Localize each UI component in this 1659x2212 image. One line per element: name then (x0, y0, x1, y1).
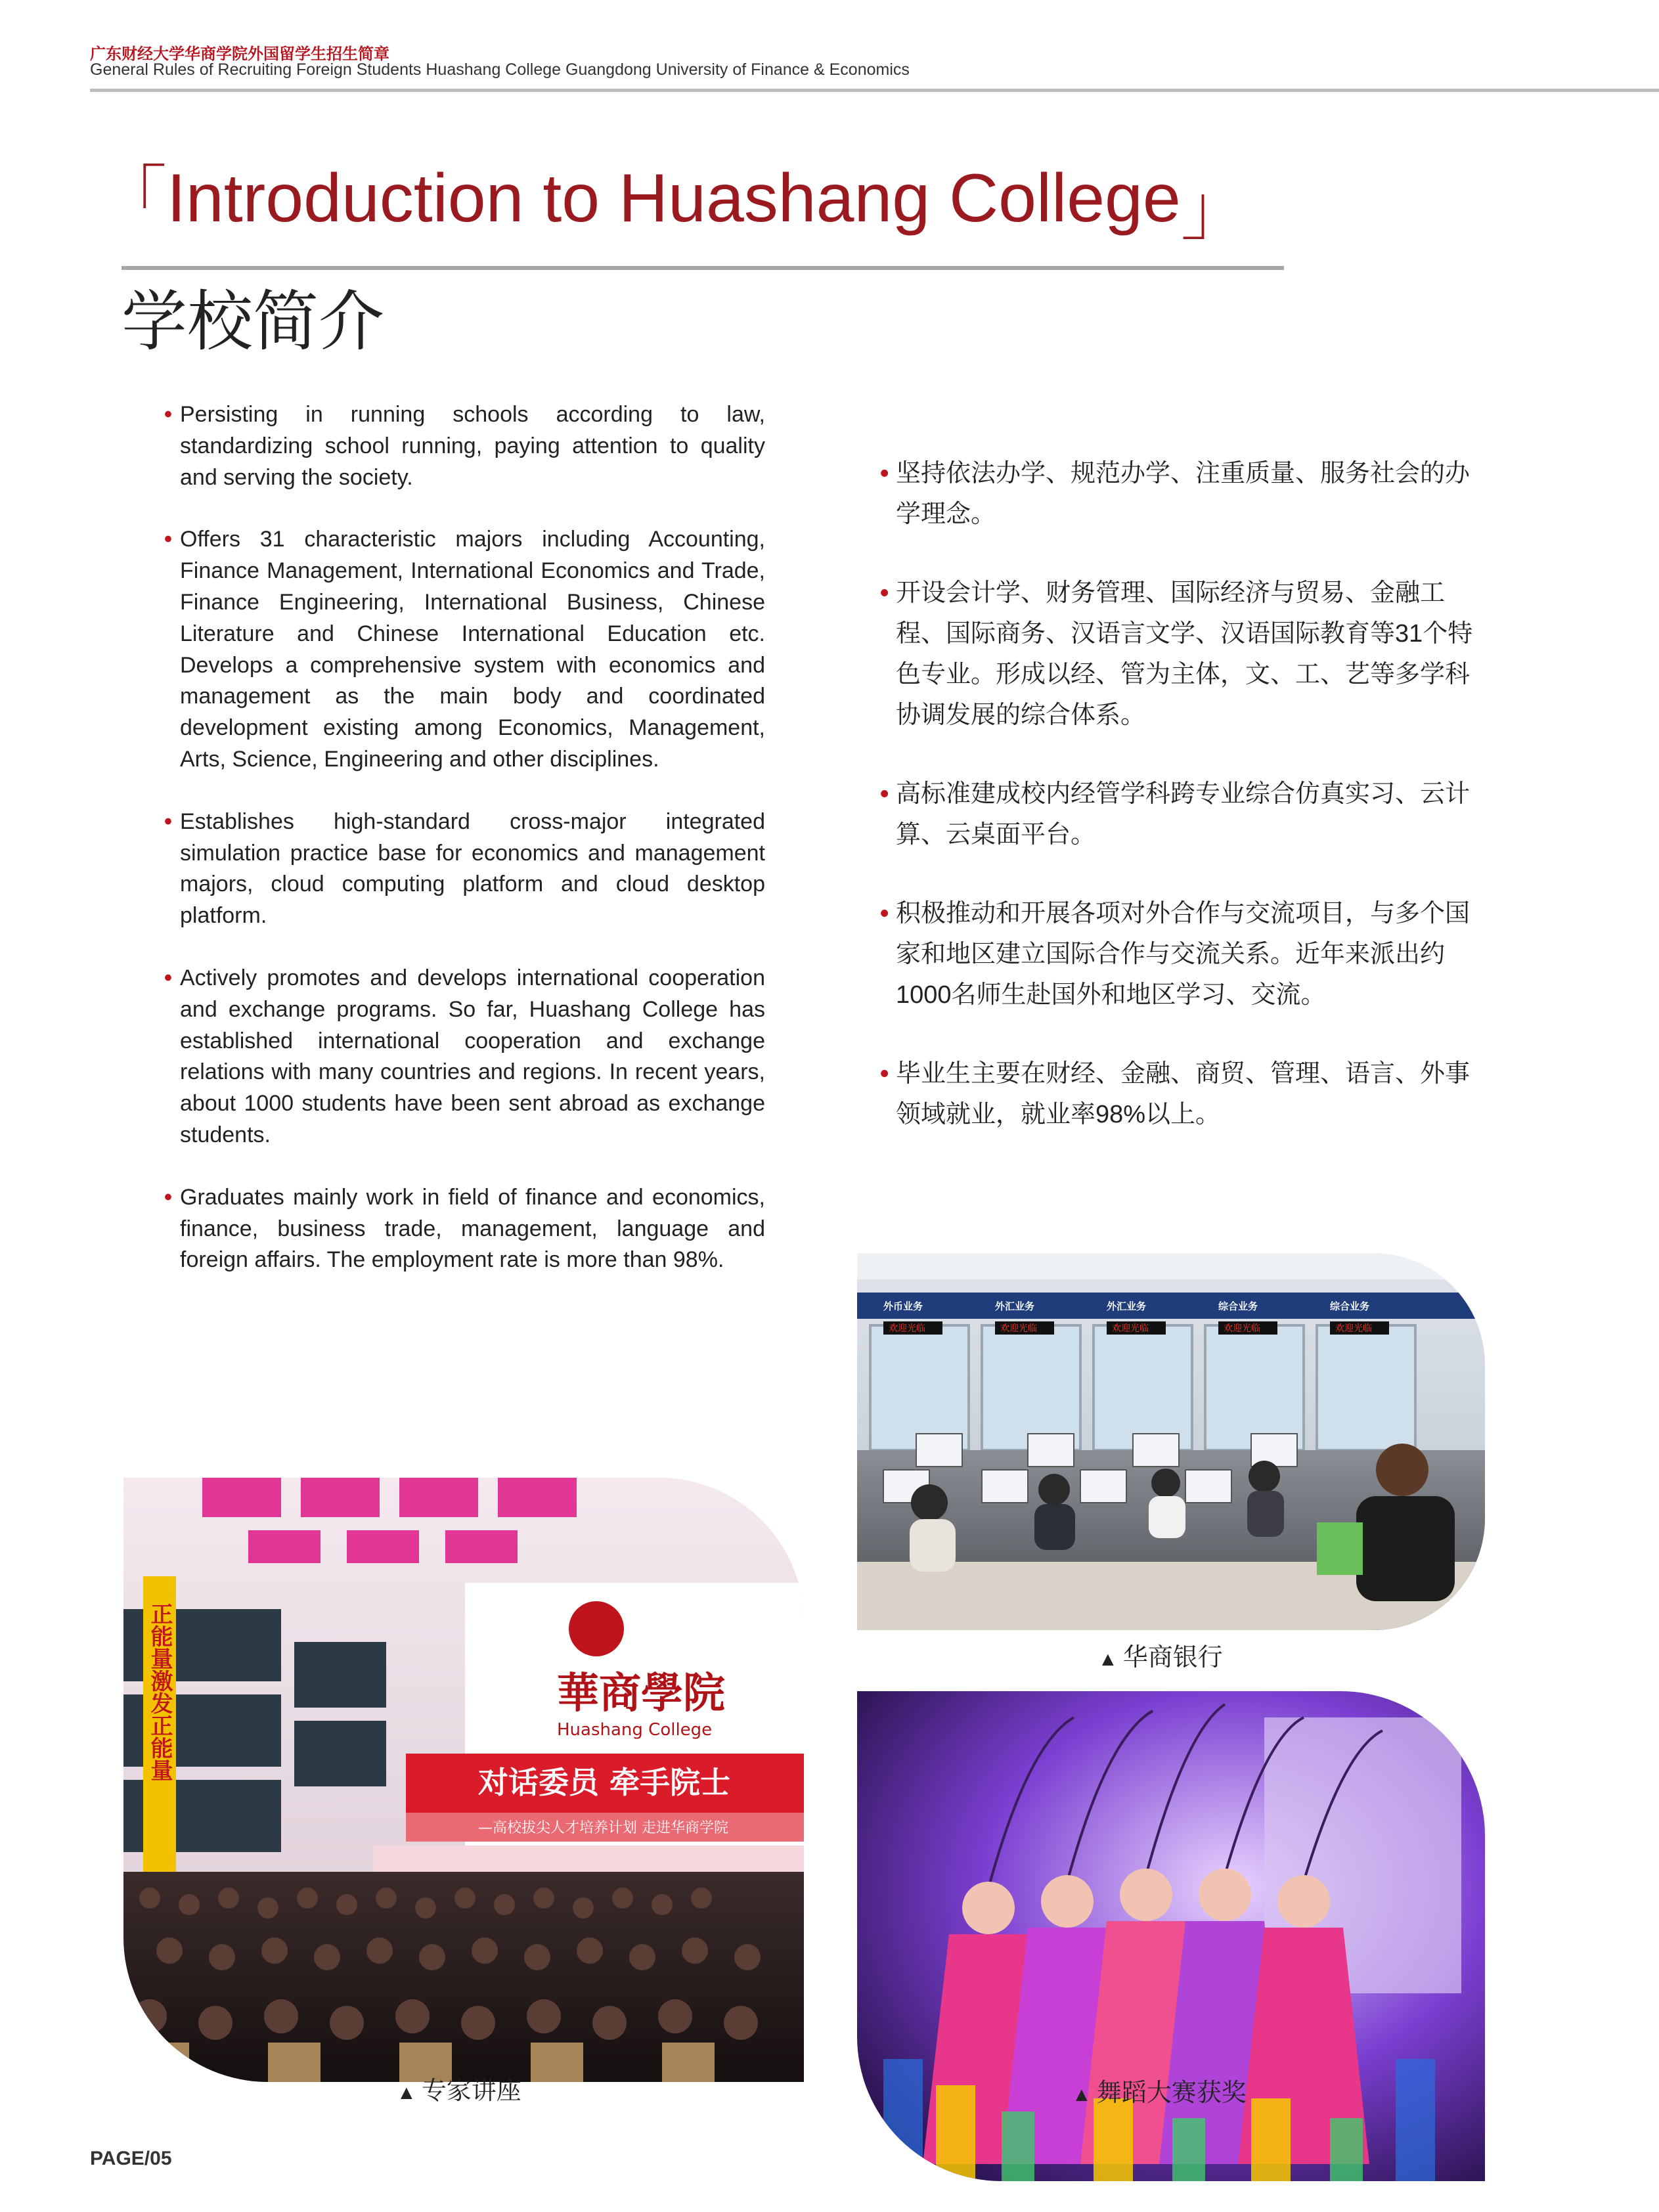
header-en: General Rules of Recruiting Foreign Students Huashang College Guangdong University of Finance & Economics (90, 60, 910, 79)
bullet-icon: • (880, 1060, 889, 1088)
triangle-up-icon: ▲ (397, 2082, 416, 2104)
triangle-up-icon: ▲ (1098, 1648, 1118, 1670)
chinese-paragraph: • 高标准建成校内经管学科跨专业综合仿真实习、云计算、云桌面平台。 (880, 774, 1483, 855)
counter-label: 外汇业务 (1107, 1300, 1147, 1312)
bullet-icon: • (164, 402, 172, 427)
counter-windows (870, 1325, 1415, 1450)
bullet-icon: • (880, 579, 889, 607)
page-title-cn: 学校简介 (122, 283, 384, 360)
lecture-photo (123, 1478, 804, 2082)
chinese-paragraph: • 毕业生主要在财经、金融、商贸、管理、语言、外事领域就业，就业率98%以上。 (880, 1053, 1483, 1135)
english-paragraph: • Actively promotes and develops international cooperation and exchange programs. So far, Huashang College has established international cooperation and exchange relations with many countries and regions. In recent years, about 1000 students have been sent abroad as exchange students. (164, 963, 765, 1151)
english-column (164, 399, 765, 1307)
header-cn: 广东财经大学华商学院外国留学生招生简章 (90, 45, 389, 63)
event-banner-sub: —高校拔尖人才培养计划 走进华商学院 (478, 1820, 728, 1836)
lecture-caption: ▲ 专家讲座 (397, 2077, 521, 2105)
event-banner-main: 对话委员 牵手院士 (478, 1765, 731, 1800)
side-banner: 正能量激发正能量 (146, 1603, 173, 1781)
english-paragraph: • Offers 31 characteristic majors including Accounting, Finance Management, International Economics and Trade, Finance Engineering, International Business, Chinese Literature and Chinese International Education etc. Develops a comprehensive system with economics and management as the main body and coordinated development existing among Economics, Management, Arts, Science, Engineering and other disciplines. (164, 524, 765, 775)
welcome-sign: 欢迎光临 (889, 1323, 925, 1334)
counter-label: 综合业务 (1330, 1300, 1370, 1312)
counter-label: 综合业务 (1218, 1300, 1258, 1312)
welcome-sign: 欢迎光临 (1000, 1323, 1037, 1334)
chinese-paragraph: • 坚持依法办学、规范办学、注重质量、服务社会的办学理念。 (880, 453, 1483, 535)
welcome-sign: 欢迎光临 (1335, 1323, 1372, 1334)
chinese-column (880, 453, 1483, 1173)
bullet-icon: • (880, 780, 889, 808)
page-title-en (99, 160, 1249, 248)
bullet-icon: • (164, 965, 172, 990)
counter-label: 外汇业务 (995, 1300, 1035, 1312)
chinese-paragraph: • 积极推动和开展各项对外合作与交流项目，与多个国家和地区建立国际合作与交流关系。近年来派出约1000名师生赴国外和地区学习、交流。 (880, 893, 1483, 1015)
page-number: PAGE/05 (90, 2148, 172, 2169)
counter-label: 外币业务 (883, 1300, 923, 1312)
welcome-sign: 欢迎光临 (1224, 1323, 1260, 1334)
title-open-bracket: 「 (99, 160, 167, 236)
header-divider (90, 89, 1659, 92)
bullet-icon: • (164, 1184, 172, 1210)
english-paragraph: • Graduates mainly work in field of finance and economics, finance, business trade, management, language and foreign affairs. The employment rate is more than 98%. (164, 1182, 765, 1276)
dance-caption: ▲ 舞蹈大赛获奖 (1072, 2079, 1247, 2107)
triangle-up-icon: ▲ (1072, 2084, 1092, 2106)
welcome-sign: 欢迎光临 (1112, 1323, 1149, 1334)
bullet-icon: • (880, 900, 889, 927)
chinese-paragraph: • 开设会计学、财务管理、国际经济与贸易、金融工程、国际商务、汉语言文学、汉语国际教育等31个特色专业。形成以经、管为主体，文、工、艺等多学科协调发展的综合体系。 (880, 573, 1483, 736)
bank-caption: ▲ 华商银行 (1098, 1644, 1223, 1671)
college-logo-en: Huashang College (557, 1720, 713, 1740)
bullet-icon: • (164, 527, 172, 552)
college-emblem (569, 1601, 624, 1656)
bank-illustration (857, 1253, 1485, 1630)
title-close-bracket: 」 (1180, 172, 1249, 248)
bullet-icon: • (880, 460, 889, 487)
bullet-icon: • (164, 808, 172, 834)
bank-photo (857, 1253, 1485, 1630)
college-logo-cn: 華商學院 (557, 1669, 725, 1718)
title-divider (122, 266, 1284, 270)
english-paragraph: • Persisting in running schools according to law, standardizing school running, paying attention to quality and serving the society. (164, 399, 765, 493)
lecture-illustration (123, 1478, 804, 2082)
english-paragraph: • Establishes high-standard cross-major integrated simulation practice base for economics and management majors, cloud computing platform and cloud desktop platform. (164, 807, 765, 932)
dancers (923, 1869, 1369, 2164)
title-text-en: Introduction to Huashang College (167, 160, 1181, 236)
